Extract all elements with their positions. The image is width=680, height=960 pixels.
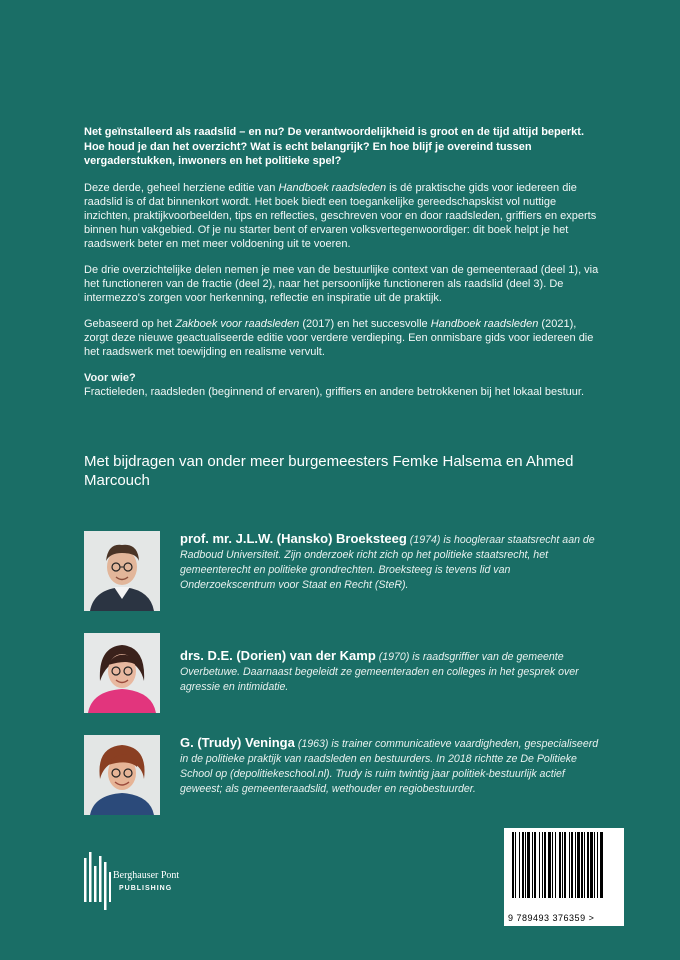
author-bio: [180, 735, 604, 797]
author-name: G. (Trudy) Veninga: [180, 735, 295, 750]
author-bio: [180, 531, 604, 593]
barcode-bar: [587, 832, 589, 898]
publisher-name: Berghauser Pont: [113, 870, 180, 881]
barcode-bar: [581, 832, 583, 898]
barcode-bar: [564, 832, 566, 898]
publisher-logo-mark: [84, 852, 114, 912]
barcode-bar: [534, 832, 536, 898]
barcode-bars: [504, 828, 624, 912]
barcode-bar: [522, 832, 524, 898]
publisher-sub: PUBLISHING: [119, 885, 173, 892]
text-run: is dé praktische gids voor iedereen die raadslid is of dat binnenkort wordt. Het boek biedt een toegankelijke gereedschapskist vol nuttige inzichten, praktijkvoorbeelden, tips en reflecties, geschreven voor en door raadsleden, griffiers en experts binnen hun vakgebied. Of je nu starter bent of ervaren volksvertegenwoordiger: dit boek helpt je het raadswerk beter en met meer voldoening uit te voeren.: [84, 181, 597, 250]
author-description: is trainer communicatieve vaardigheden, gespecialiseerd in de politieke praktijk van raadsleden en bestuurders. In 2018 richtte ze De Politieke School op (depolitiekeschool.nl). Trudy is ruim twintig jaar politiek-bestuurlijk actief geweest; als gemeenteraadslid, wethouder en regiobestuurder.: [180, 738, 599, 795]
lead-paragraph: Net geïnstalleerd als raadslid – en nu? De verantwoordelijkheid is groot en de tijd altijd beperkt. Hoe houd je dan het overzicht? Wat is echt belangrijk? En hoe blijf je overeind tussen vergaderstukken, inwoners en het politieke spel?: [84, 126, 585, 167]
author-description: is hoogleraar staatsrecht aan de Radboud Universiteit. Zijn onderzoek richt zich op het politieke staatsrecht, het gemeenterecht en politieke grondrechten. Broeksteeg is tevens lid van Onderzoekscentrum voor Staat en Recht (SteR).: [180, 534, 595, 591]
author-year: (1970): [378, 651, 410, 663]
author-year: (1974): [409, 534, 441, 546]
author-year: (1963): [297, 738, 329, 750]
barcode-bar: [552, 832, 553, 898]
author-photo: [84, 735, 160, 815]
text-run: Deze derde, geheel herziene editie van: [84, 181, 279, 194]
barcode-bar: [590, 832, 593, 898]
paragraph-edition: [84, 181, 600, 251]
barcode-bar: [575, 832, 576, 898]
barcode-bar: [542, 832, 543, 898]
publisher-logo: [84, 852, 224, 912]
barcode-bar: [562, 832, 563, 898]
barcode-bar: [539, 832, 540, 898]
barcode-bar: [515, 832, 516, 898]
barcode-bar: [569, 832, 570, 898]
barcode-bar: [577, 832, 580, 898]
author-bio: [180, 648, 604, 695]
back-cover-text: [84, 125, 600, 411]
barcode-bar: [584, 832, 585, 898]
text-run: Gebaseerd op het: [84, 317, 176, 330]
author-name: drs. D.E. (Dorien) van der Kamp: [180, 648, 376, 663]
voor-wie-text: Fractieleden, raadsleden (beginnend of ervaren), griffiers en andere betrokkenen bij het lokaal bestuur.: [84, 385, 585, 398]
barcode-bar: [512, 832, 514, 898]
paragraph-parts: De drie overzichtelijke delen nemen je mee van de bestuurlijke context van de gemeenteraad (deel 1), via het functioneren van de fractie (deel 2), naar het persoonlijke functioneren als raadslid (deel 3). De intermezzo's zorgen voor herkenning, reflectie en inspiratie uit de praktijk.: [84, 263, 599, 304]
author-veninga: [84, 735, 604, 815]
barcode-bar: [571, 832, 573, 898]
author-broeksteeg: [84, 531, 604, 611]
barcode-bar: [544, 832, 546, 898]
barcode-bar: [519, 832, 520, 898]
barcode-bar: [532, 832, 533, 898]
author-photo: [84, 633, 160, 713]
barcode-bar: [597, 832, 598, 898]
author-name: prof. mr. J.L.W. (Hansko) Broeksteeg: [180, 531, 407, 546]
barcode-bar: [548, 832, 551, 898]
text-run: (2021), zorgt deze nieuwe geactualiseerde editie voor verdere verdieping. Een onmisbare gids voor iedereen die het raadswerk met toewijding en realisme vervult.: [84, 317, 594, 358]
text-run: (2017) en het succesvolle: [299, 317, 431, 330]
barcode-bar: [559, 832, 561, 898]
contributions-line: Met bijdragen van onder meer burgemeesters Femke Halsema en Ahmed Marcouch: [84, 453, 574, 489]
barcode-bar: [525, 832, 526, 898]
book-title: Handboek raadsleden: [430, 317, 539, 330]
barcode-bar: [555, 832, 556, 898]
book-title: Zakboek voor raadsleden: [175, 317, 300, 330]
author-van-der-kamp: [84, 633, 604, 713]
voor-wie-heading: Voor wie?: [84, 371, 136, 384]
paragraph-based-on: [84, 317, 600, 359]
author-description: is raadsgriffier van de gemeente Overbetuwe. Daarnaast begeleidt ze gemeenteraden en colleges in het gesprek over agressie en intimidatie.: [180, 651, 579, 693]
barcode-bar: [594, 832, 595, 898]
barcode-bar: [600, 832, 603, 898]
isbn-number: 9 789493 376359 >: [508, 913, 595, 923]
author-photo: [84, 531, 160, 611]
barcode-bar: [527, 832, 530, 898]
isbn-barcode: [504, 828, 624, 926]
book-title: Handboek raadsleden: [278, 181, 387, 194]
